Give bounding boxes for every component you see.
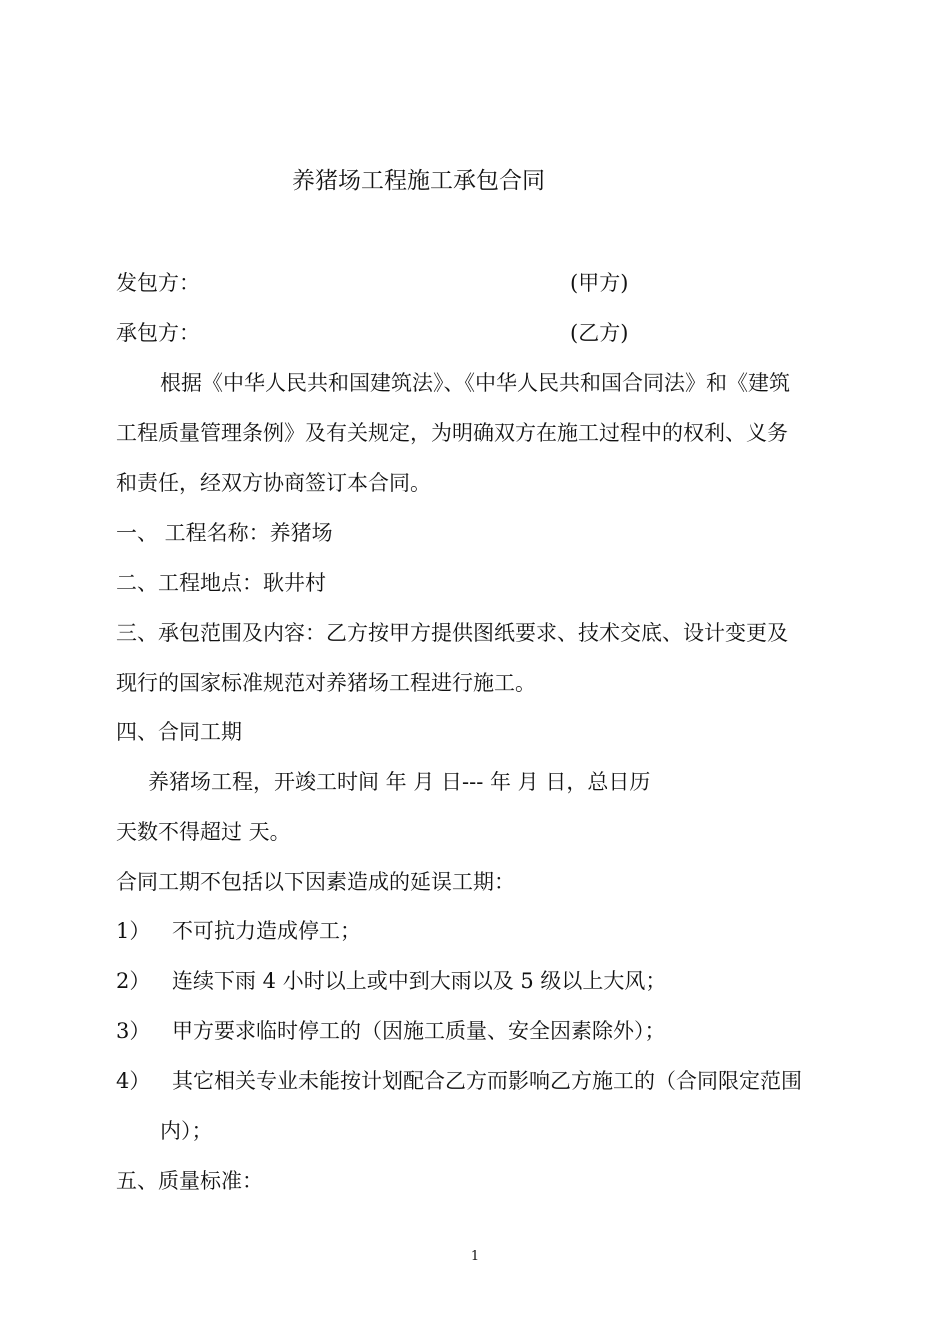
delay-item-text: 不可抗力造成停工； [172,919,361,943]
section-project-location: 二、工程地点：耿井村 [116,571,326,595]
period-dates-line-1: 养猪场工程，开竣工时间 年 月 日--- 年 月 日，总日历 [148,770,651,794]
document-title: 养猪场工程施工承包合同 [292,168,545,194]
delay-item-number: 4） [116,1069,151,1093]
delay-item-text: 甲方要求临时停工的（因施工质量、安全因素除外）； [172,1019,666,1043]
section-contract-period: 四、合同工期 [116,720,242,744]
period-dates-line-2: 天数不得超过 天。 [116,820,291,844]
preamble-line-1: 根据《中华人民共和国建筑法》、《中华人民共和国合同法》和《建筑 [160,371,790,395]
delay-item-number: 1） [116,919,151,943]
employer-label: 发包方： [116,271,200,295]
delay-item-continuation: 内）； [160,1119,213,1143]
employer-tag: (甲方) [570,271,629,295]
delay-item-number: 3） [116,1019,151,1043]
section-scope-line-1: 三、承包范围及内容：乙方按甲方提供图纸要求、技术交底、设计变更及 [116,621,788,645]
preamble-line-3: 和责任，经双方协商签订本合同。 [116,471,431,495]
delay-item-text: 连续下雨 4 小时以上或中到大雨以及 5 级以上大风； [172,969,667,993]
contractor-label: 承包方： [116,321,200,345]
section-project-name: 一、 工程名称：养猪场 [116,521,333,545]
page-number: 1 [470,1249,480,1264]
contractor-tag: (乙方) [570,321,629,345]
delay-item-number: 2） [116,969,151,993]
section-quality-standard: 五、质量标准： [116,1169,263,1193]
preamble-line-2: 工程质量管理条例》及有关规定，为明确双方在施工过程中的权利、义务 [116,421,788,445]
delay-item-text: 其它相关专业未能按计划配合乙方而影响乙方施工的（合同限定范围 [172,1069,802,1093]
section-scope-line-2: 现行的国家标准规范对养猪场工程进行施工。 [116,671,536,695]
period-exclusions-intro: 合同工期不包括以下因素造成的延误工期： [116,870,515,894]
